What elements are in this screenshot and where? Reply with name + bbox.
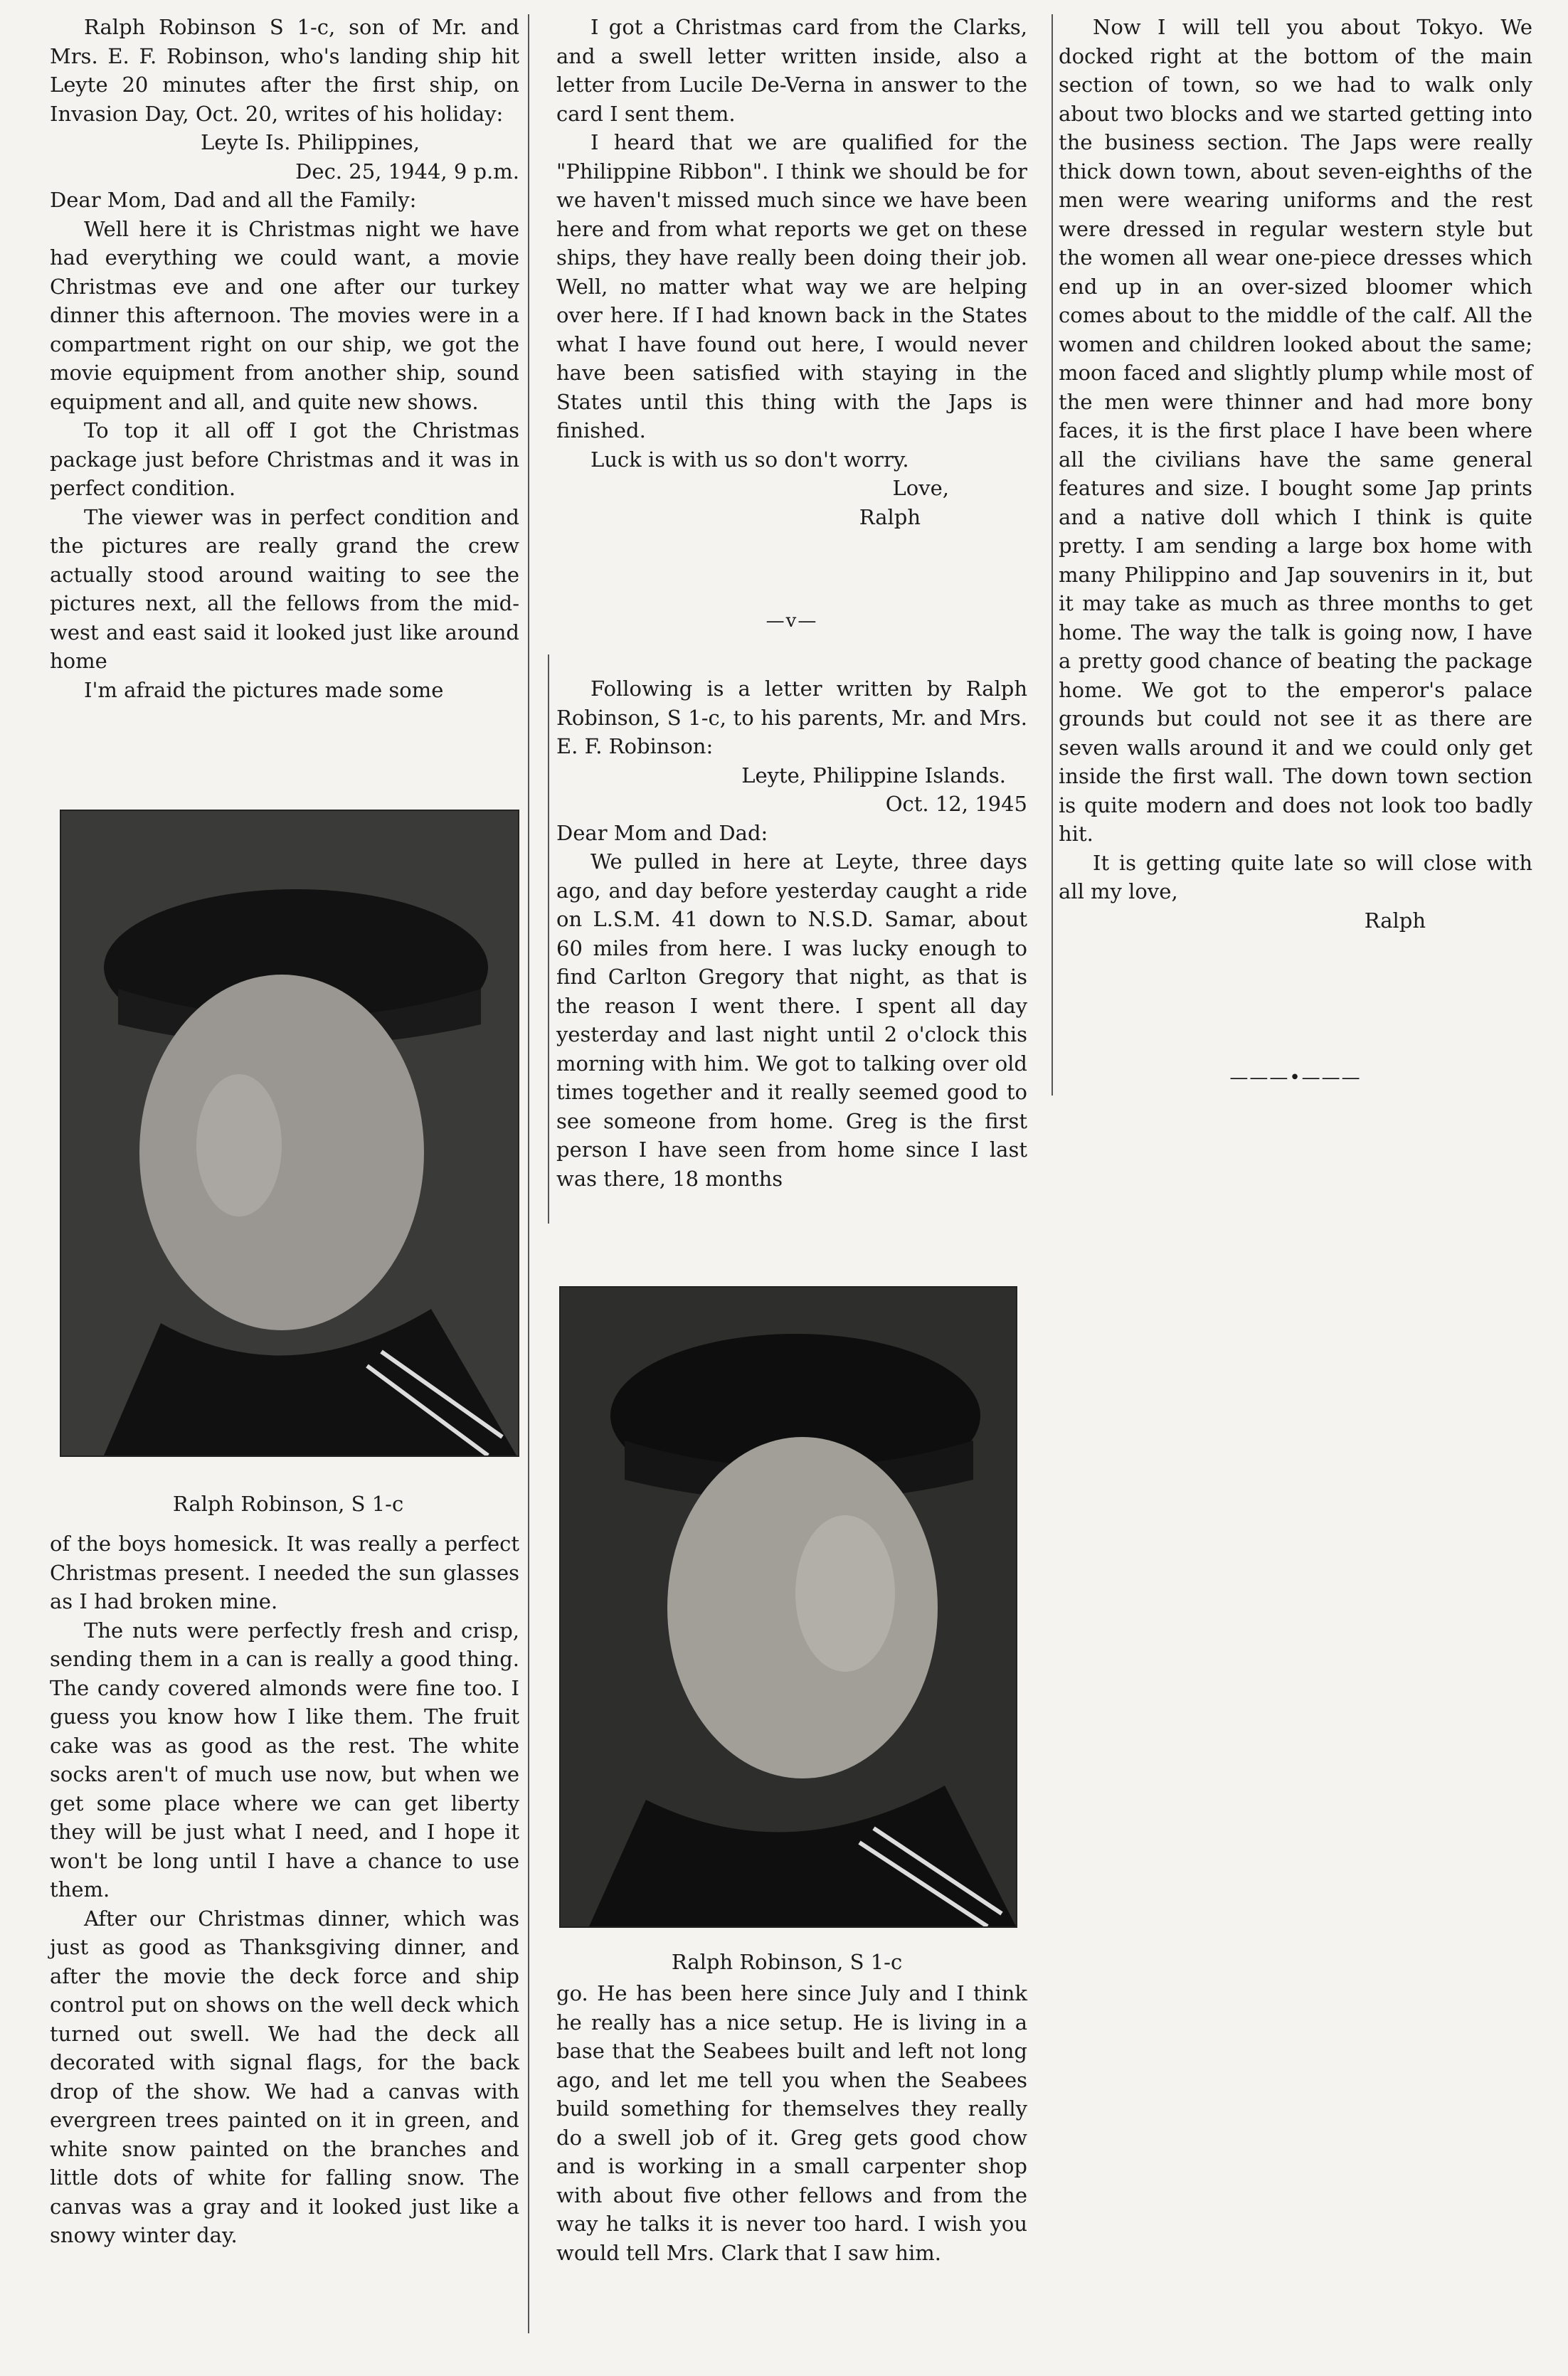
column-rule-3	[548, 654, 549, 1224]
column-2-middle	[556, 674, 1027, 1193]
letter-paragraph: go. He has been here since July and I think he really has a nice setup. He is living in a base that the Seabees built and left not long ago, and let me tell you when the Seabees build something for themselves they really do a swell job of it. Greg gets good chow and is working in a small carpenter shop with about five other fellows and from the way he talks it is never too hard. I wish you would tell Mrs. Clark that I saw him.	[556, 1981, 1027, 2265]
portrait-image	[561, 1288, 1016, 1926]
column-rule-1	[528, 14, 529, 2333]
letter-date: Dec. 25, 1944, 9 p.m.	[295, 159, 519, 184]
letter-paragraph: The viewer was in perfect condition and the pictures are really grand the crew actually stood around waiting to see the pictures next, all the fellows from the mid-west and east said it looked just like around home	[50, 504, 519, 673]
letter-place: Leyte Is. Philippines,	[201, 130, 420, 154]
article-separator: —v—	[766, 610, 818, 632]
column-3	[1059, 13, 1532, 935]
column-2-top	[556, 13, 1027, 531]
letter-closing: Love,	[892, 476, 949, 500]
letter-paragraph: It is getting quite late so will close with all my love,	[1059, 850, 1532, 903]
letter-place: Leyte, Philippine Islands.	[741, 763, 1006, 787]
letter-paragraph: We pulled in here at Leyte, three days ago, and day before yesterday caught a ride on L.S.M. 41 down to N.S.D. Samar, about 60 miles from here. I was lucky enough to find Carlton Gregory that night, as that is the reason I went there. I spent all day yesterday and last night until 2 o'clock this morning with him. We got to talking over old times together and it really seemed good to see someone from home. Greg is the first person I have seen from home since I last was there, 18 months	[556, 849, 1027, 1191]
portrait-image	[61, 811, 518, 1455]
letter-signature: Ralph	[859, 504, 921, 529]
letter-paragraph: Well here it is Christmas night we have had everything we could want, a movie Christmas eve and one after our turkey dinner this afternoon. The movies were in a compartment right on our ship, we got the movie equipment from another ship, sound equipment and all, and quite new shows.	[50, 216, 519, 414]
letter-paragraph: The nuts were perfectly fresh and crisp, sending them in a can is really a good thing. The candy covered almonds were fine too. I guess you know how I like them. The fruit cake was as good as the rest. The white socks aren't of much use now, but when we get some place where we can get liberty they will be just what I need, and I hope it won't be long until I have a chance to use them.	[50, 1618, 519, 1902]
letter-paragraph: I heard that we are qualified for the "Philippine Ribbon". I think we should be for we haven't missed much since we have been here and from what reports we get on these ships, they have really been doing their job. Well, no matter what way we are helping over here. If I had known back in the States what I have found out here, I would never have been satisfied with staying in the States until this thing with the Japs is finished.	[556, 130, 1027, 442]
letter-paragraph: To top it all off I got the Christmas package just before Christmas and it was in perfect condition.	[50, 418, 519, 500]
column-1-top	[50, 13, 519, 704]
letter-paragraph: of the boys homesick. It was really a perfect Christmas present. I needed the sun glasses as I had broken mine.	[50, 1532, 519, 1613]
letter-date: Oct. 12, 1945	[885, 792, 1027, 816]
column-1-bottom	[50, 1529, 519, 2250]
letter-paragraph: Now I will tell you about Tokyo. We docked right at the bottom of the main section of town, so we had to walk only about two blocks and we started getting into the business section. The Japs were really thick down town, about seven-eighths of the men were wearing uniforms and the rest were dressed in regular western style but the women all wear one-piece dresses which end up in an over-sized bloomer which comes about to the middle of the calf. All the women and children looked about the same; moon faced and slightly plump while most of the men were thinner and had more bony faces, it is the first place I have been where all the civilians have the same general features and size. I bought some Jap prints and a native doll which I think is quite pretty. I am sending a large box home with many Philippino and Jap souvenirs in it, but it may take as much as three months to get home. The way the talk is going now, I have a pretty good chance of beating the package home. We got to the emperor's palace grounds but could not see it as there are seven walls around it and we could only get inside the first wall. The down town section is quite modern and does not look too badly hit.	[1059, 15, 1532, 846]
letter-salutation: Dear Mom, Dad and all the Family:	[50, 188, 417, 212]
column-rule-2	[1051, 14, 1053, 1096]
letter-paragraph: After our Christmas dinner, which was just as good as Thanksgiving dinner, and after the movie the deck force and ship control put on shows on the well deck which turned out swell. We had the deck all decorated with signal flags, for the back drop of the show. We had a canvas with evergreen trees painted on it in green, and white snow painted on the branches and little dots of white for falling snow. The canvas was a gray and it looked just like a snowy winter day.	[50, 1906, 519, 2247]
portrait-photo	[60, 810, 519, 1457]
letter-salutation: Dear Mom and Dad:	[556, 820, 768, 845]
article-separator: ———•———	[1229, 1067, 1362, 1088]
column-2-bottom	[556, 1979, 1027, 2267]
letter-paragraph: I got a Christmas card from the Clarks, and a swell letter written inside, also a letter from Lucile De-Verna in answer to the card I sent them.	[556, 15, 1027, 126]
letter-signature: Ralph	[1364, 908, 1426, 933]
portrait-photo	[559, 1286, 1017, 1928]
article-intro: Ralph Robinson S 1-c, son of Mr. and Mrs. E. F. Robinson, who's landing ship hit Leyte 20 minutes after the first ship, on Invasion Day, Oct. 20, writes of his holiday:	[50, 15, 519, 126]
article-intro: Following is a letter written by Ralph Robinson, S 1-c, to his parents, Mr. and Mrs. E. F. Robinson:	[556, 677, 1027, 758]
photo-caption: Ralph Robinson, S 1-c	[671, 1950, 903, 1974]
photo-caption: Ralph Robinson, S 1-c	[172, 1492, 404, 1516]
letter-paragraph: Luck is with us so don't worry.	[590, 447, 909, 472]
letter-paragraph: I'm afraid the pictures made some	[84, 677, 444, 702]
